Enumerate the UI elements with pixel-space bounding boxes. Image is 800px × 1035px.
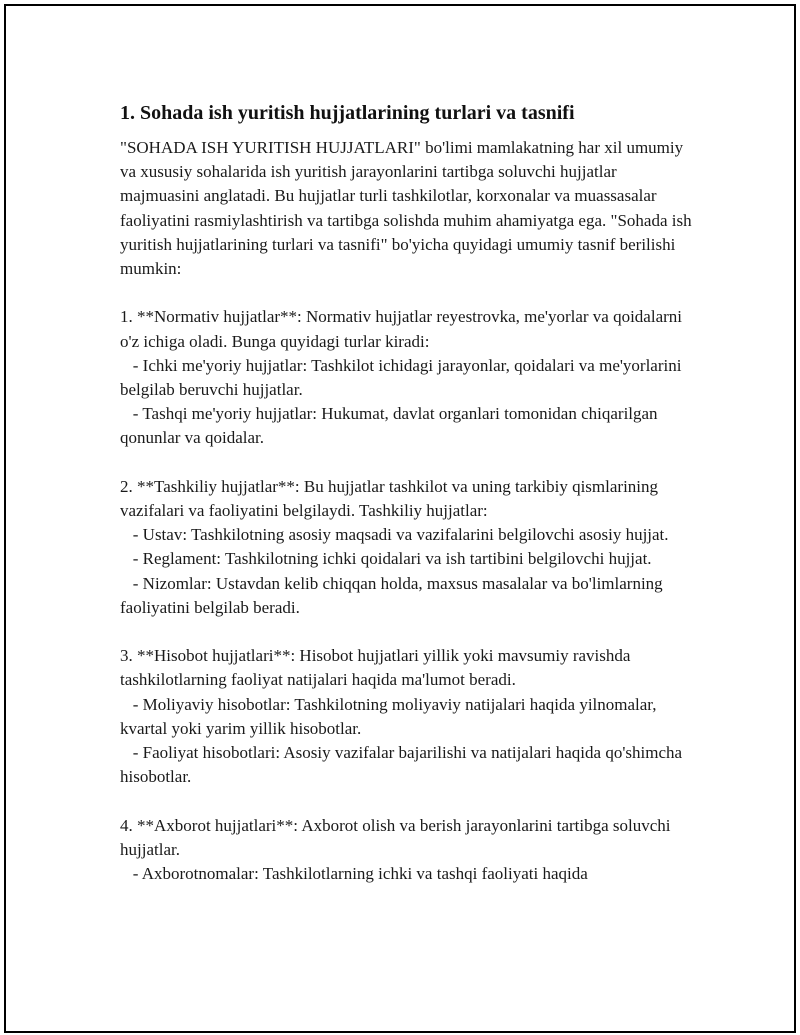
list-item: - Ichki me'yoriy hujjatlar: Tashkilot ichidagi jarayonlar, qoidalari va me'yorlarini belgilab beruvchi hujjatlar. [120, 355, 686, 400]
intro-paragraph: "SOHADA ISH YURITISH HUJJATLARI" bo'limi mamlakatning har xil umumiy va xususiy sohalarida ish yuritish jarayonlarini tartibga soluvchi hujjatlar majmuasini anglatadi. Bu hujjatlar turli tashkilotlar, korxonalar va muassasalar faoliyatini rasmiylashtirish va tartibga solishda muhim ahamiyatga ega. "Sohada ish yuritish hujjatlarining turlari va tasnifi" bo'yicha quyidagi umumiy tasnif berilishi mumkin: [120, 138, 692, 279]
section-normativ [120, 305, 700, 450]
section-title: 1. **Normativ hujjatlar**: Normativ hujjatlar reyestrovka, me'yorlar va qoidalarni o'z ichiga oladi. Bunga quyidagi turlar kiradi: [120, 307, 683, 351]
section-tashkiliy [120, 475, 700, 620]
list-item: - Faoliyat hisobotlari: Asosiy vazifalar bajarilishi va natijalari haqida qo'shimcha hisobotlar. [120, 743, 687, 787]
page-frame [4, 4, 796, 1033]
document-heading: 1. Sohada ish yuritish hujjatlarining turlari va tasnifi [120, 102, 575, 124]
list-item: - Tashqi me'yoriy hujjatlar: Hukumat, davlat organlari tomonidan chiqarilgan qonunlar va qoidalar. [120, 404, 662, 448]
list-item: - Ustav: Tashkilotning asosiy maqsadi va vazifalarini belgilovchi asosiy hujjat. [120, 525, 669, 545]
section-hisobot [120, 644, 700, 789]
list-item: - Nizomlar: Ustavdan kelib chiqqan holda, maxsus masalalar va bo'limlarning faoliyatini belgilab beradi. [120, 573, 667, 617]
list-item: - Reglament: Tashkilotning ichki qoidalari va ish tartibini belgilovchi hujjat. [120, 549, 652, 569]
section-title: 3. **Hisobot hujjatlari**: Hisobot hujjatlari yillik yoki mavsumiy ravishda tashkilotlarning faoliyat natijalari haqida ma'lumot beradi. [120, 646, 631, 690]
list-item: - Moliyaviy hisobotlar: Tashkilotning moliyaviy natijalari haqida yilnomalar, kvartal yoki yarim yillik hisobotlar. [120, 694, 661, 738]
section-title: 2. **Tashkiliy hujjatlar**: Bu hujjatlar tashkilot va uning tarkibiy qismlarining vazifalari va faoliyatini belgilaydi. Tashkiliy hujjatlar: [120, 476, 659, 521]
list-item: - Axborotnomalar: Tashkilotlarning ichki va tashqi faoliyati haqida [120, 864, 588, 884]
section-axborot [120, 814, 700, 887]
section-title: 4. **Axborot hujjatlari**: Axborot olish va berish jarayonlarini tartibga soluvchi hujjatlar. [120, 815, 671, 859]
document-body [120, 100, 700, 886]
